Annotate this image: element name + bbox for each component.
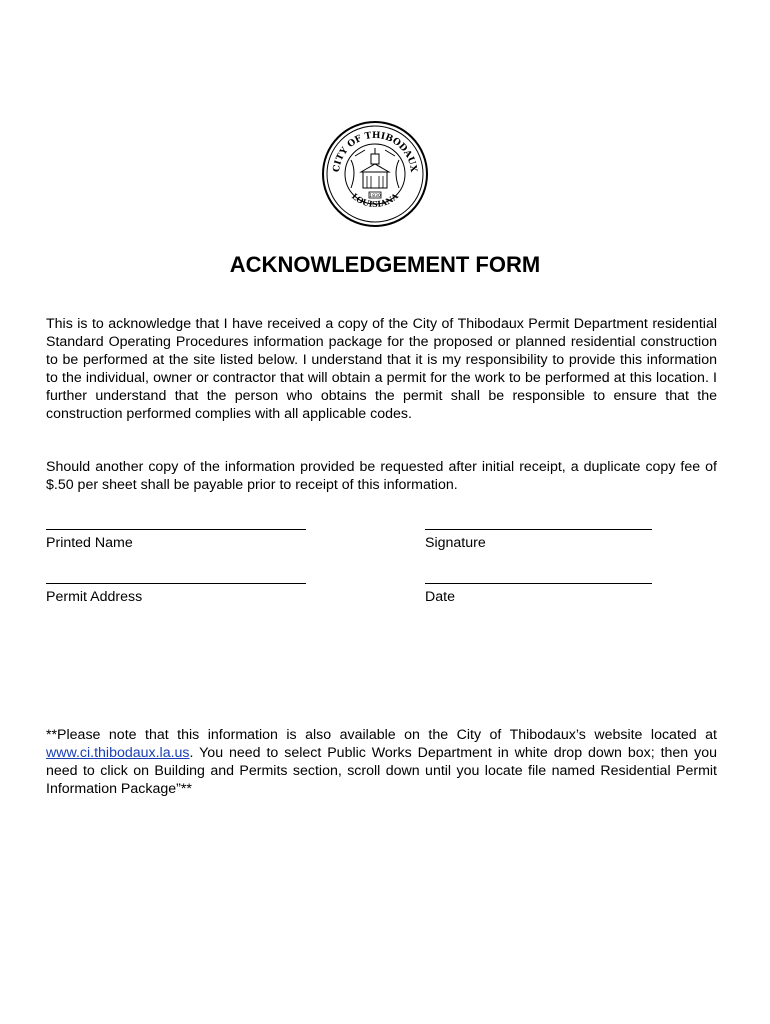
signature-field[interactable] (425, 529, 652, 552)
date-line[interactable] (425, 583, 652, 584)
website-link[interactable]: www.ci.thibodaux.la.us (46, 745, 190, 761)
signature-label: Signature (425, 535, 486, 551)
printed-name-line[interactable] (46, 529, 306, 530)
city-seal-logo (321, 120, 429, 228)
date-field[interactable] (425, 583, 652, 606)
note-prefix: **Please note that this information is also available on the City of Thibodaux’s website located at (46, 727, 717, 743)
svg-text:CITY OF THIBODAUX: CITY OF THIBODAUX (331, 130, 419, 173)
acknowledgement-paragraph: This is to acknowledge that I have received a copy of the City of Thibodaux Permit Department residential Standard Operating Procedures information package for the proposed or planned residential construction to be performed at the site listed below. I understand that it is my responsibility to provide this information to the individual, owner or contractor that will obtain a permit for the work to be performed at this location. I further understand that the person who obtains the permit shall be responsible to ensure that the construction performed complies with all applicable codes. (46, 316, 717, 422)
svg-text:1830: 1830 (369, 194, 381, 199)
website-note (46, 726, 717, 798)
duplicate-fee-paragraph: Should another copy of the information provided be requested after initial receipt, a duplicate copy fee of $.50 per sheet shall be payable prior to receipt of this information. (46, 459, 717, 493)
printed-name-field[interactable] (46, 529, 306, 552)
svg-text:LOUISIANA: LOUISIANA (349, 190, 401, 209)
printed-name-label: Printed Name (46, 535, 133, 551)
permit-address-label: Permit Address (46, 589, 143, 605)
date-label: Date (425, 589, 455, 605)
signature-line[interactable] (425, 529, 652, 530)
note-suffix: . You need to select Public Works Department in white drop down box; then you need to click on Building and Permits section, scroll down until you locate file named Residential Permit Information Package”** (46, 745, 717, 797)
form-title: ACKNOWLEDGEMENT FORM (229, 252, 541, 277)
permit-address-line[interactable] (46, 583, 306, 584)
permit-address-field[interactable] (46, 583, 306, 606)
